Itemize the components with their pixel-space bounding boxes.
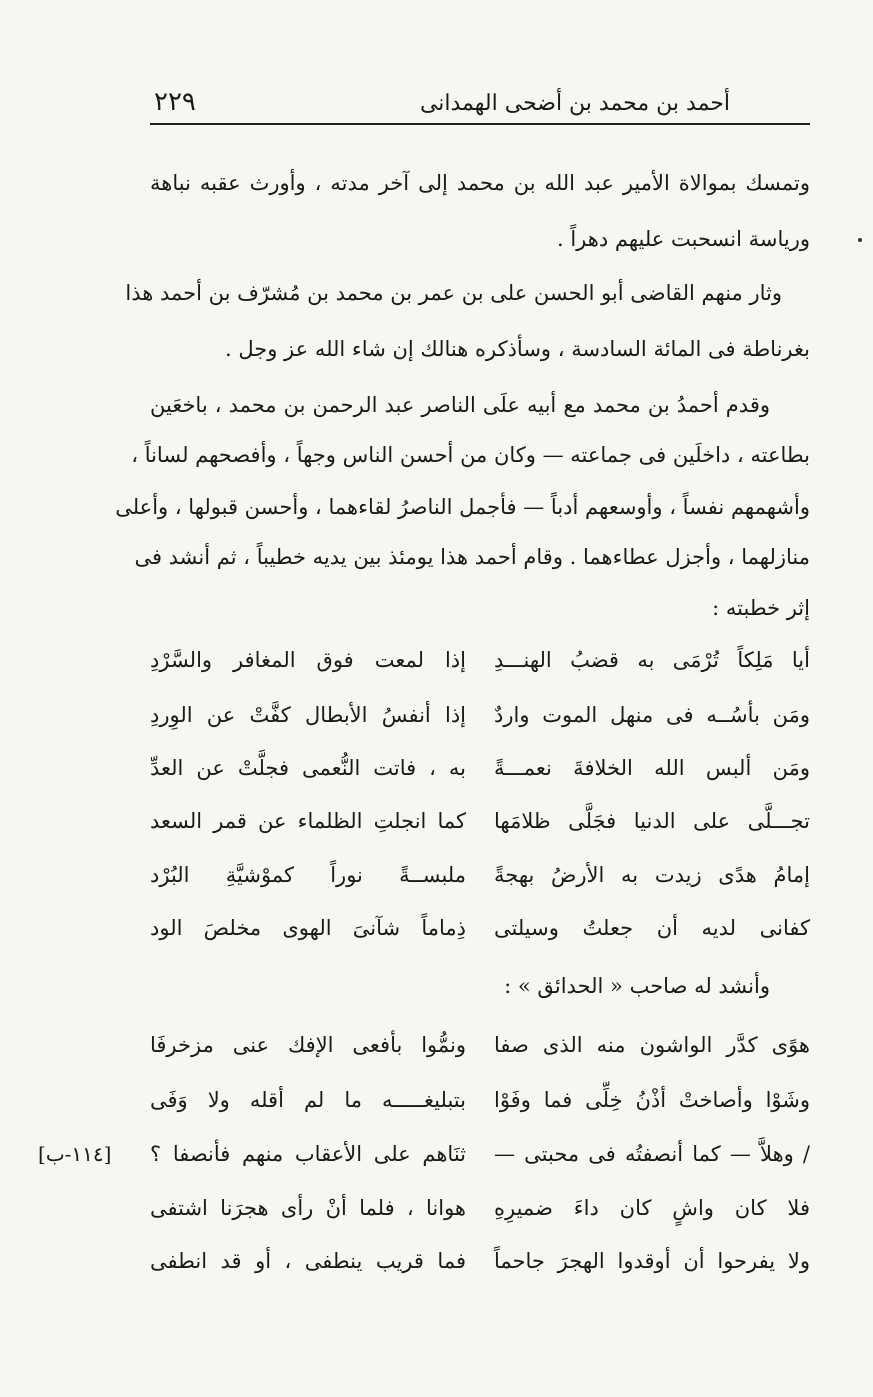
prose-line: وثار منهم القاضى أبو الحسن على بن عمر بن محمد بن مُشرّف بن أحمد هذا [125, 281, 782, 305]
verse-second-hemistich: فما قريب ينطفى ، أو قد انطفى [150, 1249, 466, 1273]
verse [150, 798, 810, 846]
prose-line: بغرناطة فى المائة السادسة ، وسأذكره هنالك إن شاء الله عز وجل . [224, 337, 810, 361]
prose-line: وقدم أحمدُ بن محمد مع أبيه علَى الناصر عبد الرحمن بن محمد ، باخعَين [150, 393, 770, 417]
verse-second-hemistich: بتبليغـــــه ما لم أقله ولا وَفَى [150, 1088, 466, 1112]
verse [150, 637, 810, 685]
verse-first-hemistich: تجـــلَّى على الدنيا فجَلَّى ظلامَها [494, 809, 810, 833]
verse-first-hemistich: ولا يفرحوا أن أوقدوا الهجرَ جاحماً [494, 1249, 810, 1273]
verse-second-hemistich: كما انجلتِ الظلماء عن قمر السعد [150, 809, 466, 833]
verse-first-hemistich: فلا كان واشٍ كان داءَ ضميرِهِ [494, 1196, 810, 1220]
header-rule [150, 123, 810, 125]
verse-first-hemistich: وشَوْا وأصاختْ أذْنُ خِلِّى فما وفَوْا [494, 1088, 810, 1112]
page-header [150, 82, 810, 126]
verse [150, 905, 810, 953]
verse-second-hemistich: إذا أنفسُ الأبطال كفَّتْ عن الوِردِ [150, 703, 466, 727]
prose-line: إثر خطبته : [712, 596, 810, 620]
verse-first-hemistich: أيا مَلِكاً تُرْمَى به قضبُ الهنـــدِ [494, 648, 810, 672]
prose-line: منازلهما ، وأجزل عطاءهما . وقام أحمد هذا يومئذ بين يديه خطيباً ، ثم أنشد فى [134, 545, 810, 569]
verse [150, 1077, 810, 1125]
verse-second-hemistich: ثنَاهم على الأعقاب منهم فأنصفا ؟ [150, 1142, 466, 1166]
verse-second-hemistich: ملبســةً نوراً كموْشيَّةِ البُرْد [150, 863, 466, 887]
verse-first-hemistich: هوًى كدَّر الواشون منه الذى صفا [494, 1033, 810, 1057]
verse-second-hemistich: إذا لمعت فوق المغافر والسَّرْدِ [150, 648, 466, 672]
verse [150, 692, 810, 740]
prose-line: وأنشد له صاحب « الحدائق » : [504, 974, 770, 998]
prose-line: ورياسة انسحبت عليهم دهراً . [556, 227, 810, 251]
folio-marker: [١١٤-ب] [38, 1142, 112, 1166]
speck-mark [858, 238, 862, 242]
verse [150, 1185, 810, 1233]
verse [150, 1131, 810, 1179]
verse [150, 1022, 810, 1070]
prose-line: بطاعته ، داخلَين فى جماعته — وكان من أحسن الناس وجهاً ، وأفصحهم لساناً ، [131, 443, 810, 467]
verse-second-hemistich: هوانا ، فلما أنْ رأى هجرَنا اشتفى [150, 1196, 466, 1220]
prose-line: وتمسك بموالاة الأمير عبد الله بن محمد إلى آخر مدته ، وأورث عقبه نباهة [150, 171, 810, 195]
verse-first-hemistich: إمامُ هدًى زيدت به الأرضُ بهجةً [494, 863, 810, 887]
verse [150, 852, 810, 900]
verse-first-hemistich: كفانى لديه أن جعلتُ وسيلتى [494, 916, 810, 940]
verse-first-hemistich: ومَن ألبس الله الخلافةَ نعمـــةً [494, 756, 810, 780]
verse [150, 1238, 810, 1286]
verse-second-hemistich: ونمُّوا بأفعى الإفك عنى مزخرفَا [150, 1033, 466, 1057]
running-head: أحمد بن محمد بن أضحى الهمدانى [419, 91, 730, 116]
verse-first-hemistich: ومَن بأسُــه فى منهل الموت واردٌ [494, 703, 810, 727]
verse-second-hemistich: ذِماماً شآنىَ الهوى مخلصَ الود [150, 916, 466, 940]
prose-line: وأشهمهم نفساً ، وأوسعهم أدباً — فأجمل الناصرُ لقاءهما ، وأحسن قبولها ، وأعلى [115, 495, 810, 519]
verse [150, 745, 810, 793]
verse-first-hemistich: / وهلاَّ — كما أنصفتُه فى محبتى — [494, 1142, 810, 1166]
verse-second-hemistich: به ، فاتت النُّعمى فجلَّتْ عن العدِّ [150, 756, 466, 780]
page-number: ٢٢٩ [154, 87, 196, 117]
